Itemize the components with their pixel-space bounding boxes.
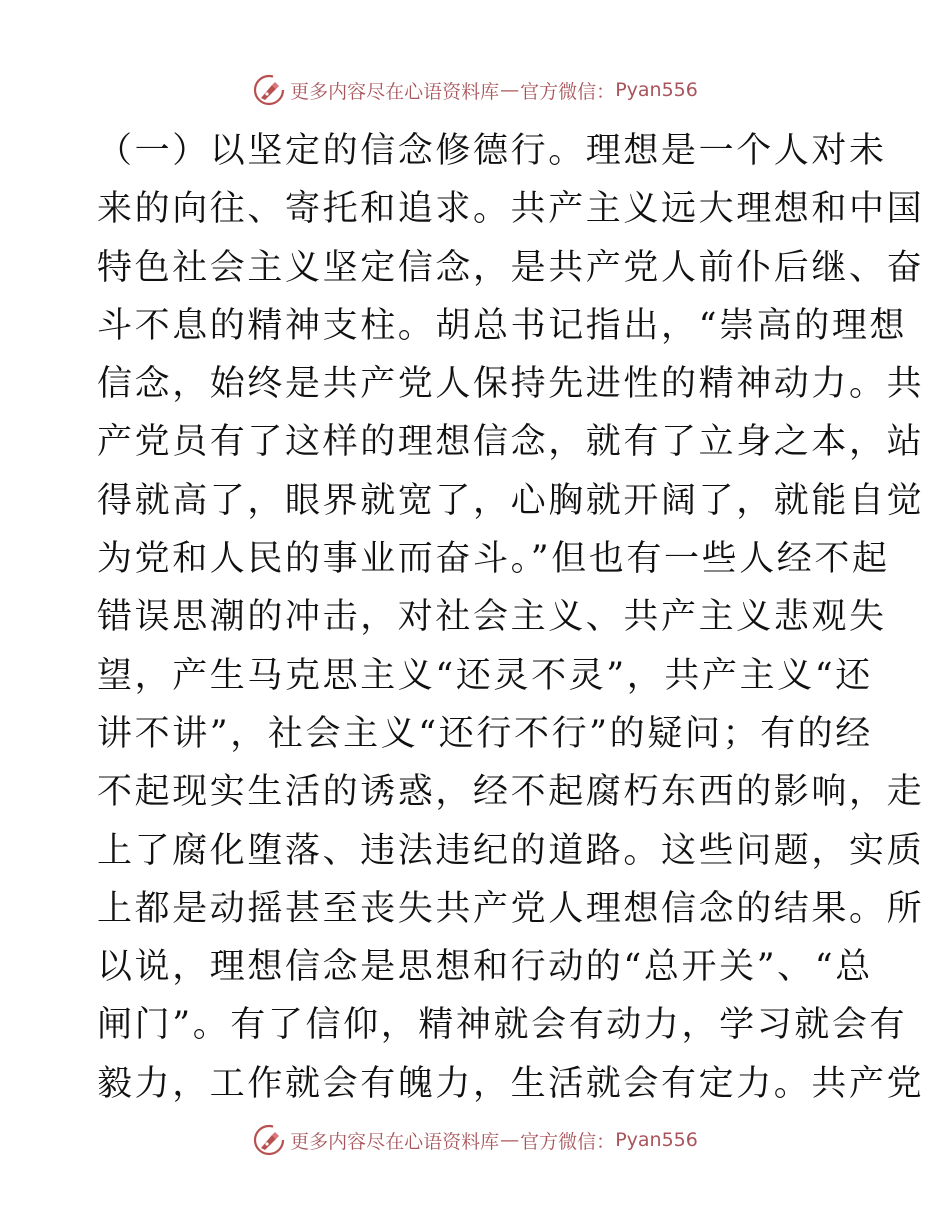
document-line: 不起现实生活的诱惑，经不起腐朽东西的影响，走 <box>97 772 925 813</box>
footer-watermark <box>0 1120 950 1160</box>
document-line: 毅力，工作就会有魄力，生活就会有定力。共产党 <box>97 1063 925 1104</box>
watermark-label: 官方微信： <box>520 1130 616 1153</box>
document-line: 产党员有了这样的理想信念，就有了立身之本，站 <box>97 422 925 463</box>
watermark-separator: — <box>500 1129 520 1151</box>
document-line: 特色社会主义坚定信念，是共产党人前仆后继、奋 <box>97 247 925 288</box>
document-line: 信念，始终是共产党人保持先进性的精神动力。共 <box>97 364 925 405</box>
document-line: 来的向往、寄托和追求。共产主义远大理想和中国 <box>97 189 925 230</box>
header-watermark <box>0 70 950 110</box>
document-line: 讲不讲”，社会主义“还行不行”的疑问；有的经 <box>97 713 873 754</box>
watermark-text: 更多内容尽在心语资料库 <box>290 80 500 103</box>
document-body <box>97 122 925 1113</box>
watermark-id: Pyan556 <box>615 79 698 101</box>
document-line: 错误思潮的冲击，对社会主义、共产主义悲观失 <box>97 597 887 638</box>
watermark-label: 官方微信： <box>520 80 616 103</box>
watermark-text: 更多内容尽在心语资料库 <box>290 1130 500 1153</box>
pen-nib-logo-icon <box>252 73 286 107</box>
watermark-separator: — <box>500 79 520 101</box>
document-line: 望，产生马克思主义“还灵不灵”，共产主义“还 <box>97 655 873 696</box>
document-line: 以说，理想信念是思想和行动的“总开关”、“总 <box>97 947 873 988</box>
pen-nib-logo-icon <box>252 1123 286 1157</box>
document-line: 闸门”。有了信仰，精神就会有动力，学习就会有 <box>97 1005 908 1046</box>
document-line: 上都是动摇甚至丧失共产党人理想信念的结果。所 <box>97 888 925 929</box>
document-line: 斗不息的精神支柱。胡总书记指出，“崇高的理想 <box>97 305 908 346</box>
watermark-id: Pyan556 <box>615 1129 698 1151</box>
document-line: 得就高了，眼界就宽了，心胸就开阔了，就能自觉 <box>97 480 925 521</box>
document-line: （一）以坚定的信念修德行。理想是一个人对未 <box>97 131 887 171</box>
document-line: 为党和人民的事业而奋斗。”但也有一些人经不起 <box>97 539 890 580</box>
document-line: 上了腐化堕落、违法违纪的道路。这些问题，实质 <box>97 830 925 871</box>
